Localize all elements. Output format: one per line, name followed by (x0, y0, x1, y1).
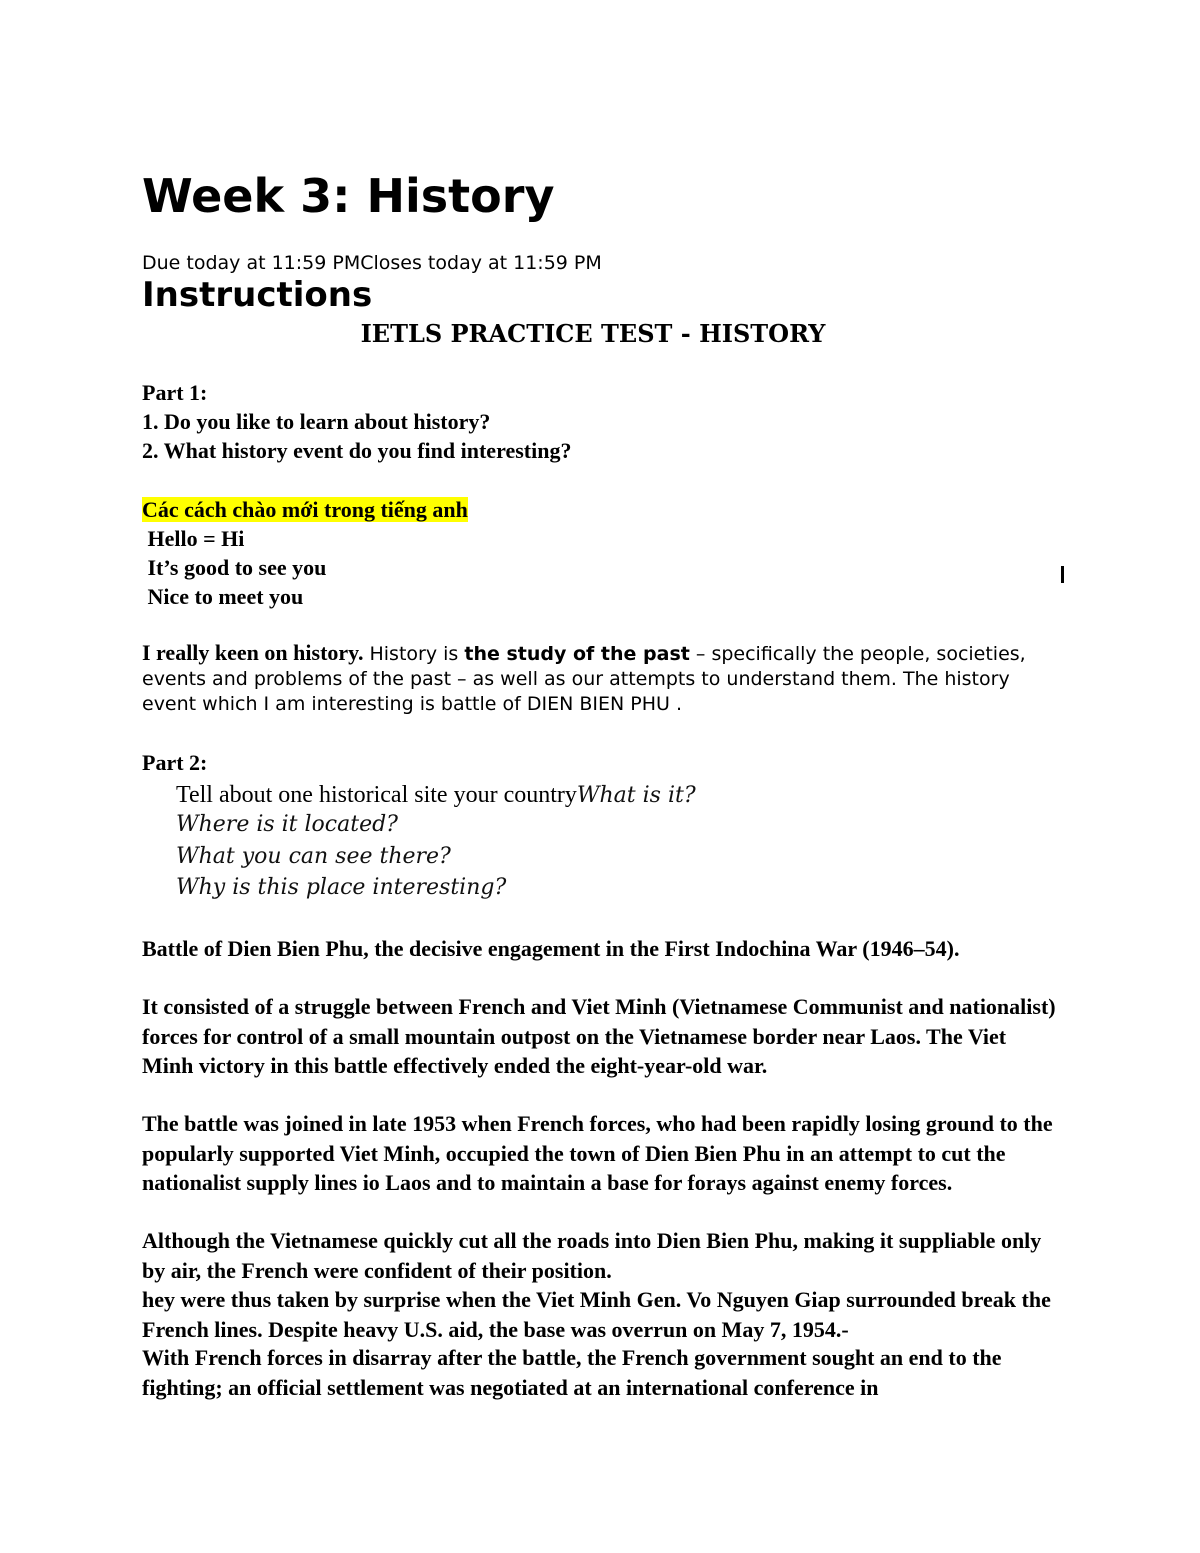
greetings-heading-highlight: Các cách chào mới trong tiếng anh (142, 497, 468, 522)
part2-question-what: What is it? (576, 783, 696, 808)
part1-label: Part 1: (142, 380, 208, 405)
greeting-item: Nice to meet you (142, 584, 304, 609)
answer-bold-phrase: the study of the past (464, 643, 690, 665)
part2-label: Part 2: (142, 750, 208, 775)
paragraph-6: With French forces in disarray after the battle, the French government sought an end to the fighting; an official settlement was negotiated at an international conference in (142, 1345, 1002, 1400)
part2-question-where: Where is it located? (176, 812, 398, 837)
part2-question-why: Why is this place interesting? (176, 875, 507, 900)
paragraph-3: The battle was joined in late 1953 when French forces, who had been rapidly losing ground to the popularly supported Viet Minh, occupied the town of Dien Bien Phu in an attempt to cut the nationalist supply lines io Laos and to maintain a base for forays against enemy forces. (142, 1111, 1053, 1195)
answer-lead: I really keen on history. (142, 640, 364, 665)
part2-question-see: What you can see there? (176, 844, 451, 869)
greeting-item: It’s good to see you (142, 555, 327, 580)
paragraph-5: hey were thus taken by surprise when the Viet Minh Gen. Vo Nguyen Giap surrounded break the French lines. Despite heavy U.S. aid, the base was overrun on May 7, 1954.- (142, 1287, 1051, 1342)
part2-prompt-lead: Tell about one historical site your country (176, 782, 577, 808)
paragraph-2: It consisted of a struggle between French and Viet Minh (Vietnamese Communist and nationalist) forces for control of a small mountain outpost on the Vietnamese border near Laos. The Viet Minh victory in this battle effectively ended the eight-year-old war. (142, 994, 1056, 1078)
part1-question-1: 1. Do you like to learn about history? (142, 409, 491, 434)
due-date-text: Due today at 11:59 PMCloses today at 11:59 PM (142, 252, 602, 274)
paragraph-1: Battle of Dien Bien Phu, the decisive engagement in the First Indochina War (1946–54). (142, 936, 960, 961)
instructions-heading: Instructions (142, 275, 373, 315)
answer-paragraph (142, 640, 1062, 717)
test-title: IETLS PRACTICE TEST - HISTORY (360, 319, 826, 348)
text-cursor-icon (1061, 566, 1064, 583)
paragraph-4: Although the Vietnamese quickly cut all the roads into Dien Bien Phu, making it suppliable only by air, the French were confident of their position. (142, 1228, 1042, 1283)
greeting-item: Hello = Hi (142, 526, 245, 551)
answer-text-b: – specifically the people, societies, events and problems of the past – as well as our attempts to understand them. The history event which I am interesting is battle of DIEN BIEN PHU . (142, 643, 1026, 715)
answer-text-a: History is (363, 643, 465, 665)
greetings-heading (142, 495, 468, 525)
page-title: Week 3: History (142, 169, 555, 223)
part2-prompt (176, 778, 696, 812)
part1-question-2: 2. What history event do you find interesting? (142, 438, 572, 463)
